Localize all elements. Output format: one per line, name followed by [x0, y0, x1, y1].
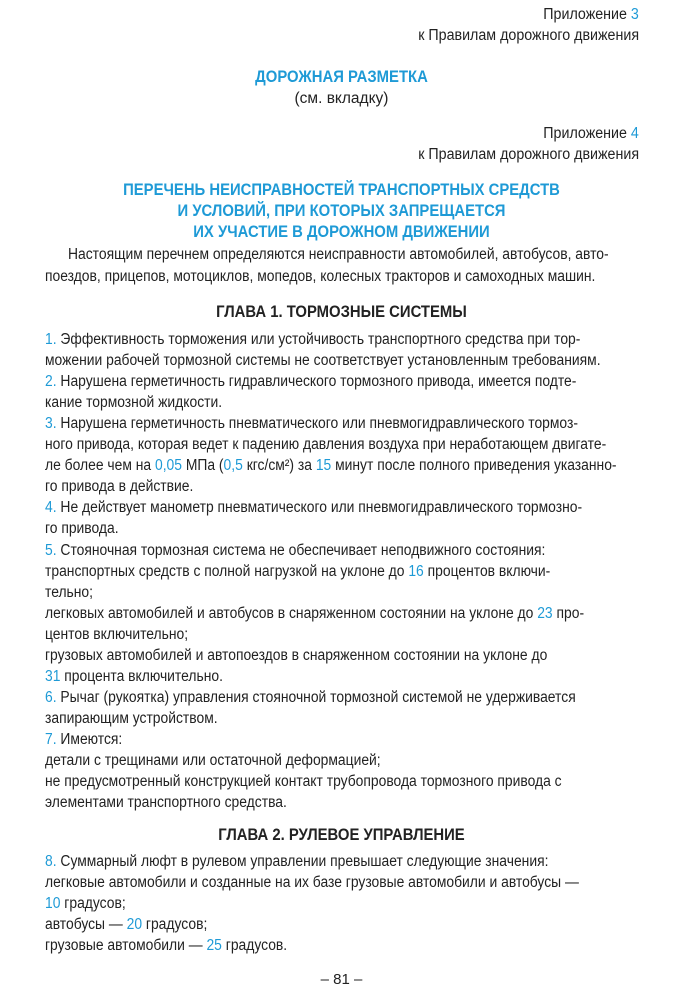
item-5-line-1: 5. Стояночная тормозная система не обеспечивает неподвижного состояния: — [45, 542, 546, 559]
page-number: – 81 – — [320, 971, 363, 988]
item-7-line-1: 7. Имеются: — [45, 731, 123, 748]
minutes-value: 15 — [315, 457, 332, 474]
marking-note: (см. вкладку) — [294, 90, 389, 107]
appendix-number: 3 — [631, 6, 639, 23]
item-4-line-2: го привода. — [45, 520, 119, 537]
item-6-line-1: 6. Рычаг (рукоятка) управления стояночной тормозной системой не удерживается — [45, 689, 576, 706]
item-8-line-5: грузовые автомобили — 25 градусов. — [45, 937, 288, 954]
item-7-line-4: элементами транспортного средства. — [45, 794, 287, 811]
main-title-line-3: ИХ УЧАСТИЕ В ДОРОЖНОМ ДВИЖЕНИИ — [193, 223, 490, 241]
item-number: 3. — [45, 415, 57, 432]
item-1-line-2: можении рабочей тормозной системы не соответствует установленным требованиям. — [45, 352, 601, 369]
intro-line-1: Настоящим перечнем определяются неисправности автомобилей, автобусов, авто- — [68, 246, 609, 263]
item-8-line-2: легковые автомобили и созданные на их базе грузовые автомобили и автобусы — — [45, 874, 579, 891]
chapter-2-heading: ГЛАВА 2. РУЛЕВОЕ УПРАВЛЕНИЕ — [218, 826, 465, 844]
degrees-value: 25 — [206, 937, 222, 954]
item-3-line-3: ле более чем на 0,05 МПа (0,5 кгс/см²) за 15 минут после полного приведения указанно- — [45, 457, 617, 474]
item-4-line-1: 4. Не действует манометр пневматического или пневмогидравлического тормозно- — [45, 499, 583, 516]
slope-value: 23 — [537, 605, 553, 622]
marking-title: ДОРОЖНАЯ РАЗМЕТКА — [255, 68, 428, 86]
main-title-line-1: ПЕРЕЧЕНЬ НЕИСПРАВНОСТЕЙ ТРАНСПОРТНЫХ СРЕДСТВ — [123, 181, 560, 199]
item-6-line-2: запирающим устройством. — [45, 710, 218, 727]
appendix-word: Приложение — [543, 6, 628, 23]
item-7-line-3: не предусмотренный конструкцией контакт трубопровода тормозного привода с — [45, 773, 562, 790]
degrees-value: 10 — [45, 895, 61, 912]
item-number: 4. — [45, 499, 57, 516]
item-8-line-3: 10 градусов; — [45, 895, 126, 912]
appendix-number: 4 — [631, 125, 639, 142]
appendix-4-sub: к Правилам дорожного движения — [418, 146, 639, 163]
item-5-line-7: 31 процента включительно. — [45, 668, 223, 685]
chapter-1-heading: ГЛАВА 1. ТОРМОЗНЫЕ СИСТЕМЫ — [216, 303, 467, 321]
pressure-kgf-value: 0,5 — [223, 457, 243, 474]
slope-value: 16 — [408, 563, 424, 580]
pressure-mpa-value: 0,05 — [154, 457, 182, 474]
item-5-line-2: транспортных средств с полной нагрузкой на уклоне до 16 процентов включи- — [45, 563, 551, 580]
item-number: 7. — [45, 731, 57, 748]
item-8-line-4: автобусы — 20 градусов; — [45, 916, 208, 933]
item-number: 8. — [45, 853, 57, 870]
item-7-line-2: детали с трещинами или остаточной деформацией; — [45, 752, 381, 769]
item-3-line-1: 3. Нарушена герметичность пневматического или пневмогидравлического тормоз- — [45, 415, 578, 432]
item-number: 6. — [45, 689, 57, 706]
item-2-line-1: 2. Нарушена герметичность гидравлического тормозного привода, имеется подте- — [45, 373, 577, 390]
appendix-3-sub: к Правилам дорожного движения — [418, 27, 639, 44]
item-5-line-6: грузовых автомобилей и автопоездов в снаряженном состоянии на уклоне до — [45, 647, 548, 664]
degrees-value: 20 — [126, 916, 143, 933]
main-title-line-2: И УСЛОВИЙ, ПРИ КОТОРЫХ ЗАПРЕЩАЕТСЯ — [177, 202, 506, 220]
item-8-line-1: 8. Суммарный люфт в рулевом управлении превышает следующие значения: — [45, 853, 549, 870]
item-1-line-1: 1. Эффективность торможения или устойчивость транспортного средства при тор- — [45, 331, 581, 348]
item-number: 5. — [45, 542, 57, 559]
appendix-word: Приложение — [543, 125, 628, 142]
item-3-line-2: ного привода, которая ведет к падению давления воздуха при неработающем двигате- — [45, 436, 607, 453]
appendix-3-label — [543, 5, 639, 25]
appendix-4-label — [543, 124, 639, 144]
item-number: 2. — [45, 373, 57, 390]
item-5-line-4: легковых автомобилей и автобусов в снаряженном состоянии на уклоне до 23 про- — [45, 605, 585, 622]
item-2-line-2: кание тормозной жидкости. — [45, 394, 223, 411]
item-5-line-5: центов включительно; — [45, 626, 189, 643]
item-5-line-3: тельно; — [45, 584, 94, 601]
item-number: 1. — [45, 331, 57, 348]
slope-value: 31 — [45, 668, 61, 685]
intro-line-2: поездов, прицепов, мотоциклов, мопедов, колесных тракторов и самоходных машин. — [45, 268, 596, 285]
item-3-line-4: го привода в действие. — [45, 478, 194, 495]
